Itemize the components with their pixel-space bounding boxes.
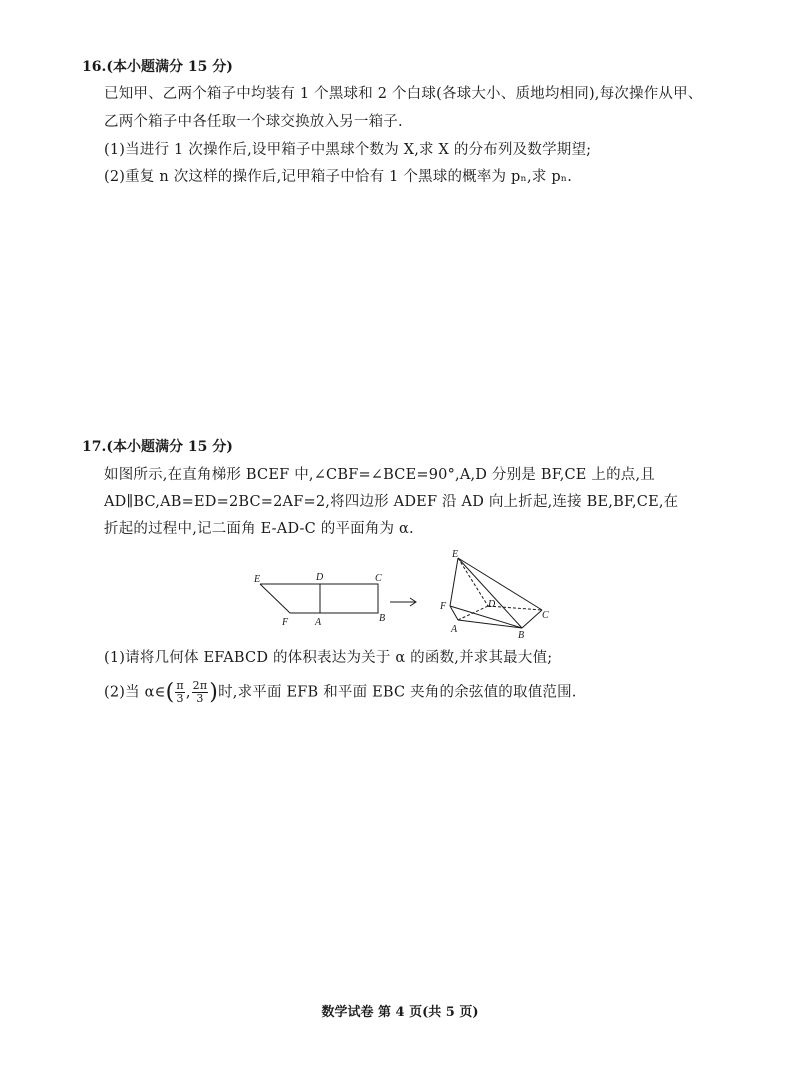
label-F: F <box>440 601 447 612</box>
part2-suffix: 时,求平面 EFB 和平面 EBC 夹角的余弦值的取值范围. <box>218 684 577 701</box>
arrow-icon <box>390 598 416 606</box>
fraction-2pi-over-3: $\frac{2\pi}{3}$ <box>192 679 208 705</box>
label-A: A <box>315 617 322 628</box>
q17-text-line-3: 折起的过程中,记二面角 E-AD-C 的平面角为 α. <box>104 521 414 537</box>
label-C: C <box>375 573 382 584</box>
q17-text-line-1: 如图所示,在直角梯形 BCEF 中,∠CBF=∠BCE=90°,A,D 分别是 BF,CE 上的点,且 <box>104 467 656 483</box>
q16-text-line-1: 已知甲、乙两个箱子中均装有 1 个黑球和 2 个白球(各球大小、质地均相同),每次操作从甲、 <box>104 86 703 102</box>
fraction-pi-over-3: $\frac{\pi}{3}$ <box>176 679 184 705</box>
score-note: (本小题满分 15 分) <box>106 439 233 455</box>
score-note: (本小题满分 15 分) <box>106 59 233 75</box>
q17-text-line-2: AD∥BC,AB=ED=2BC=2AF=2,将四边形 ADEF 沿 AD 向上折起,连接 BE,BF,CE,在 <box>104 494 679 510</box>
question-16-header <box>82 56 233 76</box>
question-number: 17. <box>82 439 107 455</box>
question-17-header <box>82 436 233 456</box>
q16-part-1: (1)当进行 1 次操作后,设甲箱子中黑球个数为 X,求 X 的分布列及数学期望; <box>104 142 592 158</box>
page-footer: 数学试卷 第 4 页(共 5 页) <box>321 1005 479 1020</box>
q17-part-1: (1)请将几何体 EFABCD 的体积表达为关于 α 的函数,并求其最大值; <box>104 650 553 666</box>
label-D: D <box>316 572 324 583</box>
label-A: A <box>451 624 458 635</box>
question-number: 16. <box>82 59 107 75</box>
q16-text-line-2: 乙两个箱子中各任取一个球交换放入另一箱子. <box>104 114 403 130</box>
label-E: E <box>452 549 459 560</box>
flat-trapezoid-diagram <box>253 572 385 628</box>
label-E: E <box>254 574 261 585</box>
label-C: C <box>542 610 549 621</box>
folded-solid-diagram <box>439 549 549 640</box>
q17-part-2: (2)当 α∈( $\frac{\pi}{3}$ , $\frac{2\pi}{3}$ )时,求平面 EFB 和平面 EBC 夹角的余弦值的取值范围. <box>104 679 577 705</box>
q16-part-2: (2)重复 n 次这样的操作后,记甲箱子中恰有 1 个黑球的概率为 pₙ,求 pₙ. <box>104 169 573 185</box>
label-D: D <box>488 599 496 610</box>
label-B: B <box>518 630 525 640</box>
label-B: B <box>379 613 386 624</box>
geometry-figure <box>250 548 560 640</box>
part2-prefix: (2)当 α∈ <box>104 684 166 701</box>
label-F: F <box>282 617 289 628</box>
